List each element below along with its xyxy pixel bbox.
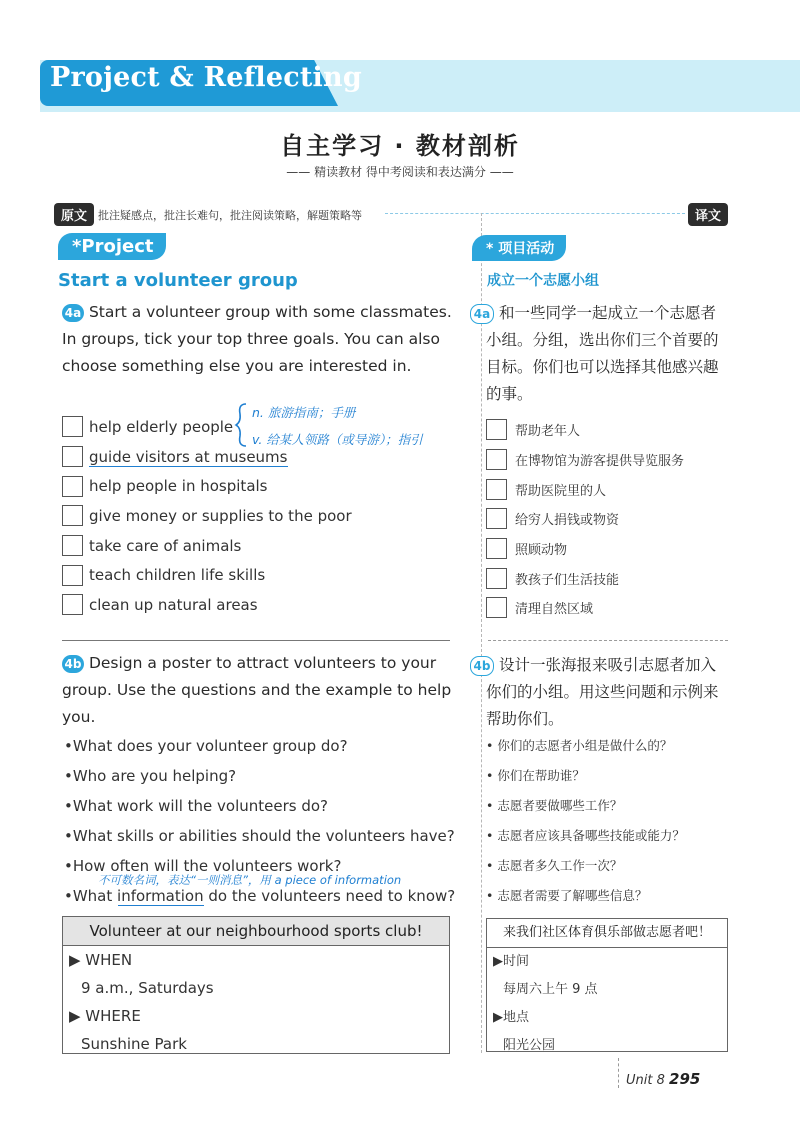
checkbox[interactable] — [62, 594, 83, 615]
goal-row[interactable] — [486, 593, 736, 623]
goal-row[interactable] — [486, 415, 736, 445]
goal-label: 帮助医院里的人 — [515, 483, 607, 499]
goal-label: 在博物馆为游客提供导览服务 — [515, 454, 685, 470]
goal-label: take care of animals — [89, 536, 242, 555]
poster-example-zh — [486, 918, 728, 1052]
annotation-verb: v. 给某人领路（或导游）；指引 — [252, 432, 423, 447]
goal-row[interactable] — [486, 474, 736, 504]
goal-row[interactable] — [486, 445, 736, 475]
checkbox[interactable] — [62, 505, 83, 526]
question-list-zh — [486, 731, 736, 911]
question-item: • 志愿者应该具备哪些技能或能力？ — [486, 828, 685, 843]
page-title: 自主学习 · 教材剖析 — [280, 132, 520, 160]
instruction-line: 帮助你们。 — [486, 710, 564, 728]
instruction-line: 目标。你们也可以选择其他感兴趣 — [486, 358, 719, 376]
instruction-line: 和一些同学一起成立一个志愿者 — [498, 304, 716, 322]
annotation-hint: 批注疑感点，批注长难句，批注阅读策略，解题策略等 — [98, 209, 362, 222]
information-underline — [118, 905, 204, 906]
checkbox[interactable] — [486, 449, 507, 470]
goal-label: 给穷人捐钱或物资 — [515, 513, 620, 529]
checkbox[interactable] — [62, 446, 83, 467]
poster-when-label: ▶时间 — [493, 954, 529, 969]
page-subtitle: —— 精读教材 得中考阅读和表达满分 —— — [286, 165, 514, 179]
goal-row[interactable] — [62, 531, 462, 561]
question-item: • 你们在帮助谁？ — [486, 768, 585, 783]
goal-row[interactable] — [62, 560, 462, 590]
instruction-4a — [62, 299, 462, 380]
underlined-guide: guide visitors at museums — [89, 447, 288, 466]
goal-row[interactable] — [486, 563, 736, 593]
poster-heading: 来我们社区体育俱乐部做志愿者吧！ — [487, 919, 727, 948]
page-number: 295 — [669, 1070, 701, 1088]
goal-label: 照顾动物 — [515, 543, 568, 559]
page-footer — [626, 1070, 700, 1088]
question-item: • 志愿者多久工作一次？ — [486, 858, 623, 873]
section-title: Start a volunteer group — [58, 270, 298, 291]
banner-title: Project & Reflecting — [50, 62, 362, 93]
poster-when-label: ▶ WHEN — [69, 951, 133, 969]
poster-when-value: 9 a.m., Saturdays — [81, 979, 214, 997]
instruction-line: 的事。 — [486, 385, 533, 403]
annotation-noun: n. 旅游指南；手册 — [252, 405, 356, 420]
checkbox[interactable] — [486, 538, 507, 559]
badge-4a-zh: 4a — [470, 304, 494, 324]
goal-label: 清理自然区域 — [515, 602, 594, 618]
question-item: • 你们的志愿者小组是做什么的？ — [486, 738, 673, 753]
goal-row[interactable] — [486, 504, 736, 534]
poster-when-value: 每周六上午 9 点 — [503, 982, 598, 997]
checkbox[interactable] — [62, 535, 83, 556]
checkbox[interactable] — [486, 597, 507, 618]
section-divider — [62, 640, 450, 641]
instruction-line: group. Use the questions and the example to help — [62, 681, 452, 699]
poster-heading: Volunteer at our neighbourhood sports club! — [63, 917, 449, 946]
question-item: • 志愿者需要了解哪些信息？ — [486, 888, 648, 903]
goal-label: teach children life skills — [89, 566, 266, 585]
project-activity-pill: * 项目活动 — [472, 235, 566, 261]
instruction-line: 你们的小组。用这些问题和示例来 — [486, 683, 719, 701]
instruction-4b-zh — [470, 652, 730, 733]
question-item: •What information do the volunteers need to know? — [64, 887, 456, 905]
instruction-line: you. — [62, 708, 96, 726]
goal-label: clean up natural areas — [89, 595, 258, 614]
question-item: •How often will the volunteers work? — [64, 857, 342, 875]
section-divider-zh — [488, 640, 728, 641]
poster-where-value: Sunshine Park — [81, 1035, 187, 1053]
checkbox[interactable] — [62, 565, 83, 586]
question-item: •What work will the volunteers do? — [64, 797, 329, 815]
instruction-line: Start a volunteer group with some classmates. — [88, 303, 452, 321]
badge-4a: 4a — [62, 304, 84, 322]
translation-tag: 译文 — [688, 203, 728, 226]
checkbox[interactable] — [486, 568, 507, 589]
divider-dotted — [385, 213, 685, 214]
question-item: •Who are you helping? — [64, 767, 237, 785]
goal-row[interactable] — [62, 590, 462, 620]
instruction-line: In groups, tick your top three goals. You can also — [62, 330, 440, 348]
badge-4b-zh: 4b — [470, 656, 494, 676]
brace-icon — [234, 402, 250, 448]
instruction-line: 小组。分组，选出你们三个首要的 — [486, 331, 719, 349]
goal-label: help elderly people — [89, 417, 234, 436]
project-pill: *Project — [58, 233, 166, 260]
section-title-zh: 成立一个志愿小组 — [487, 273, 599, 289]
question-item: • 志愿者要做哪些工作？ — [486, 798, 623, 813]
goal-label: 帮助老年人 — [515, 424, 581, 440]
question-item: •What does your volunteer group do? — [64, 737, 348, 755]
badge-4b: 4b — [62, 655, 84, 673]
poster-where-label: ▶ WHERE — [69, 1007, 141, 1025]
checkbox[interactable] — [486, 419, 507, 440]
question-item: •What skills or abilities should the volunteers have? — [64, 827, 455, 845]
poster-where-label: ▶地点 — [493, 1010, 529, 1025]
information-note: 不可数名词，表达“一则消息”，用 a piece of information — [98, 873, 402, 887]
instruction-line: choose something else you are interested in. — [62, 357, 412, 375]
poster-example — [62, 916, 450, 1054]
checkbox[interactable] — [486, 508, 507, 529]
footer-divider — [618, 1058, 619, 1088]
instruction-line: 设计一张海报来吸引志愿者加入 — [498, 656, 716, 674]
instruction-line: Design a poster to attract volunteers to your — [88, 654, 437, 672]
checkbox[interactable] — [486, 479, 507, 500]
instruction-4b — [62, 650, 462, 731]
goal-label — [89, 448, 288, 466]
checkbox[interactable] — [62, 416, 83, 437]
unit-label: Unit 8 — [626, 1073, 665, 1088]
original-text-tag: 原文 — [54, 203, 94, 226]
checkbox[interactable] — [62, 476, 83, 497]
goal-row[interactable] — [62, 501, 462, 531]
goal-checklist-zh — [486, 415, 736, 623]
poster-where-value: 阳光公园 — [503, 1038, 556, 1053]
goal-label: give money or supplies to the poor — [89, 506, 352, 525]
goal-label: help people in hospitals — [89, 477, 268, 496]
goal-row[interactable] — [486, 534, 736, 564]
goal-label: 教孩子们生活技能 — [515, 572, 620, 588]
instruction-4a-zh — [470, 300, 730, 408]
goal-row[interactable] — [62, 471, 462, 501]
